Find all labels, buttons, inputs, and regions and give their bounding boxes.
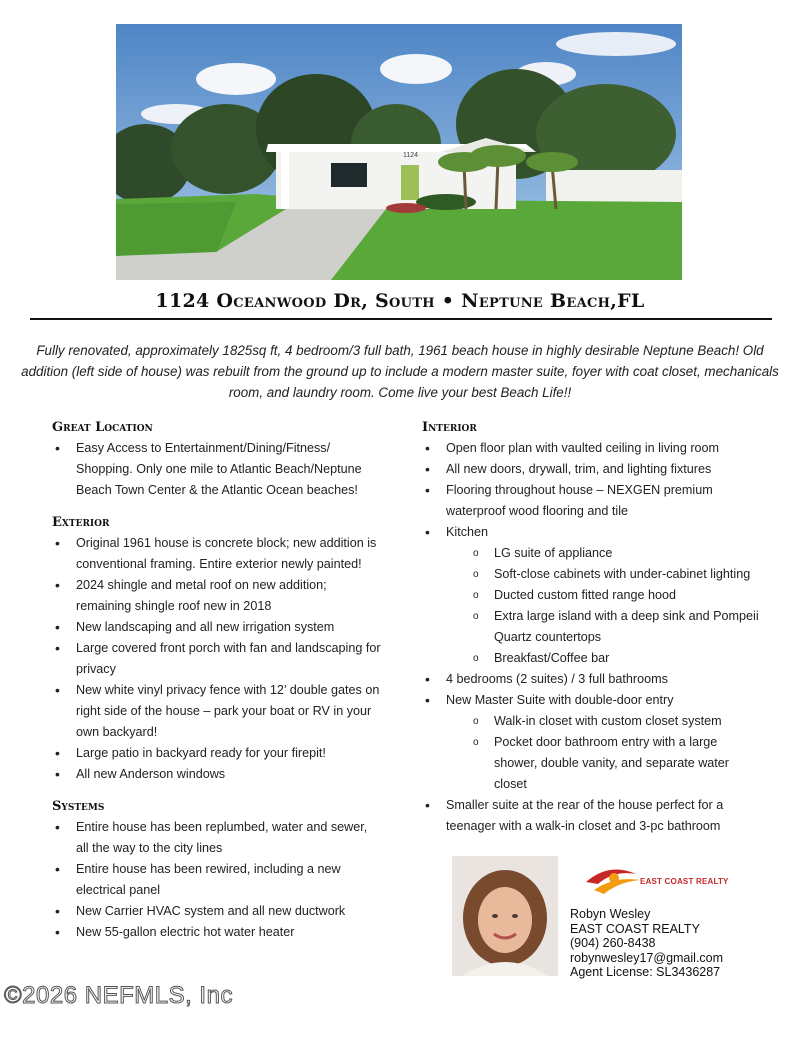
kitchen-label: Kitchen xyxy=(446,525,489,539)
kitchen-sublist xyxy=(446,543,762,669)
list-item: • 4 bedrooms (2 suites) / 3 full bathrooms xyxy=(422,669,762,690)
left-column xyxy=(52,418,382,955)
sub-list-item: o Ducted custom fitted range hood xyxy=(446,585,762,606)
interior-heading: Interior xyxy=(422,420,477,435)
list-item: • Open floor plan with vaulted ceiling in living room xyxy=(422,438,762,459)
list-item: • New landscaping and all new irrigation system xyxy=(52,617,382,638)
list-item: • All new Anderson windows xyxy=(52,764,382,785)
agent-email[interactable]: robynwesley17@gmail.com xyxy=(570,950,724,965)
logo-text: EAST COAST REALTY xyxy=(640,877,729,886)
agent-photo xyxy=(452,856,558,976)
watermark: ©2026 NEFMLS, Inc xyxy=(4,982,233,1009)
right-column xyxy=(422,418,762,849)
master-sublist xyxy=(446,711,762,795)
list-item: • Original 1961 house is concrete block; new addition is conventional framing. Entire exterior newly painted! xyxy=(52,533,382,575)
title-divider xyxy=(30,318,772,320)
list-item: • 2024 shingle and metal roof on new addition; remaining shingle roof new in 2018 xyxy=(52,575,382,617)
list-item: • Smaller suite at the rear of the house perfect for a teenager with a walk-in closet and 3-pc bathroom xyxy=(422,795,762,837)
sub-list-item: o LG suite of appliance xyxy=(446,543,762,564)
house-number: 1124 xyxy=(403,152,419,159)
sub-list-item: o Extra large island with a deep sink and Pompeii Quartz countertops xyxy=(446,606,762,648)
sub-list-item: o Pocket door bathroom entry with a large shower, double vanity, and separate water closet xyxy=(446,732,762,795)
list-item: • Flooring throughout house – NEXGEN premium waterproof wood flooring and tile xyxy=(422,480,762,522)
systems-list xyxy=(52,817,382,943)
agent-name: Robyn Wesley xyxy=(570,907,651,921)
agent-contact-info xyxy=(570,907,723,980)
agent-phone[interactable]: (904) 260-8438 xyxy=(570,936,656,950)
list-item: • Large covered front porch with fan and landscaping for privacy xyxy=(52,638,382,680)
list-item: • New white vinyl privacy fence with 12’ double gates on right side of the house – park your boat or RV in your own backyard! xyxy=(52,680,382,743)
list-item: • New 55-gallon electric hot water heater xyxy=(52,922,382,943)
house-photo xyxy=(116,24,682,280)
sub-list-item: o Soft-close cabinets with under-cabinet lighting xyxy=(446,564,762,585)
list-item: • New Carrier HVAC system and all new ductwork xyxy=(52,901,382,922)
master-suite-label: New Master Suite with double-door entry xyxy=(446,693,674,707)
list-item: • Large patio in backyard ready for your firepit! xyxy=(52,743,382,764)
exterior-list xyxy=(52,533,382,785)
list-item xyxy=(422,522,762,669)
list-item: • Easy Access to Entertainment/Dining/Fitness/ Shopping. Only one mile to Atlantic Beach/Neptune Beach Town Center & the Atlantic Ocean beaches! xyxy=(52,438,382,501)
systems-heading: Systems xyxy=(52,799,105,814)
list-item: • All new doors, drywall, trim, and lighting fixtures xyxy=(422,459,762,480)
exterior-heading: Exterior xyxy=(52,515,110,530)
property-address-title: 1124 Oceanwood Dr, South • Neptune Beach,FL xyxy=(155,290,645,312)
sub-list-item: o Breakfast/Coffee bar xyxy=(446,648,762,669)
agent-license: Agent License: SL3436287 xyxy=(570,965,721,979)
list-item: • Entire house has been rewired, including a new electrical panel xyxy=(52,859,382,901)
list-item: • Entire house has been replumbed, water and sewer, all the way to the city lines xyxy=(52,817,382,859)
great-location-heading: Great Location xyxy=(52,420,153,435)
interior-list xyxy=(422,438,762,837)
list-item xyxy=(422,690,762,795)
agent-company: EAST COAST REALTY xyxy=(570,921,700,936)
great-location-list xyxy=(52,438,382,501)
intro-description: Fully renovated, approximately 1825sq ft, 4 bedroom/3 full bath, 1961 beach house in highly desirable Neptune Beach! Old addition (left side of house) was rebuilt from the ground up to include a modern master suite, foyer with coat closet, mechanicals room, and laundry room. Come live your best Beach Life!! xyxy=(21,343,779,400)
sub-list-item: o Walk-in closet with custom closet system xyxy=(446,711,762,732)
